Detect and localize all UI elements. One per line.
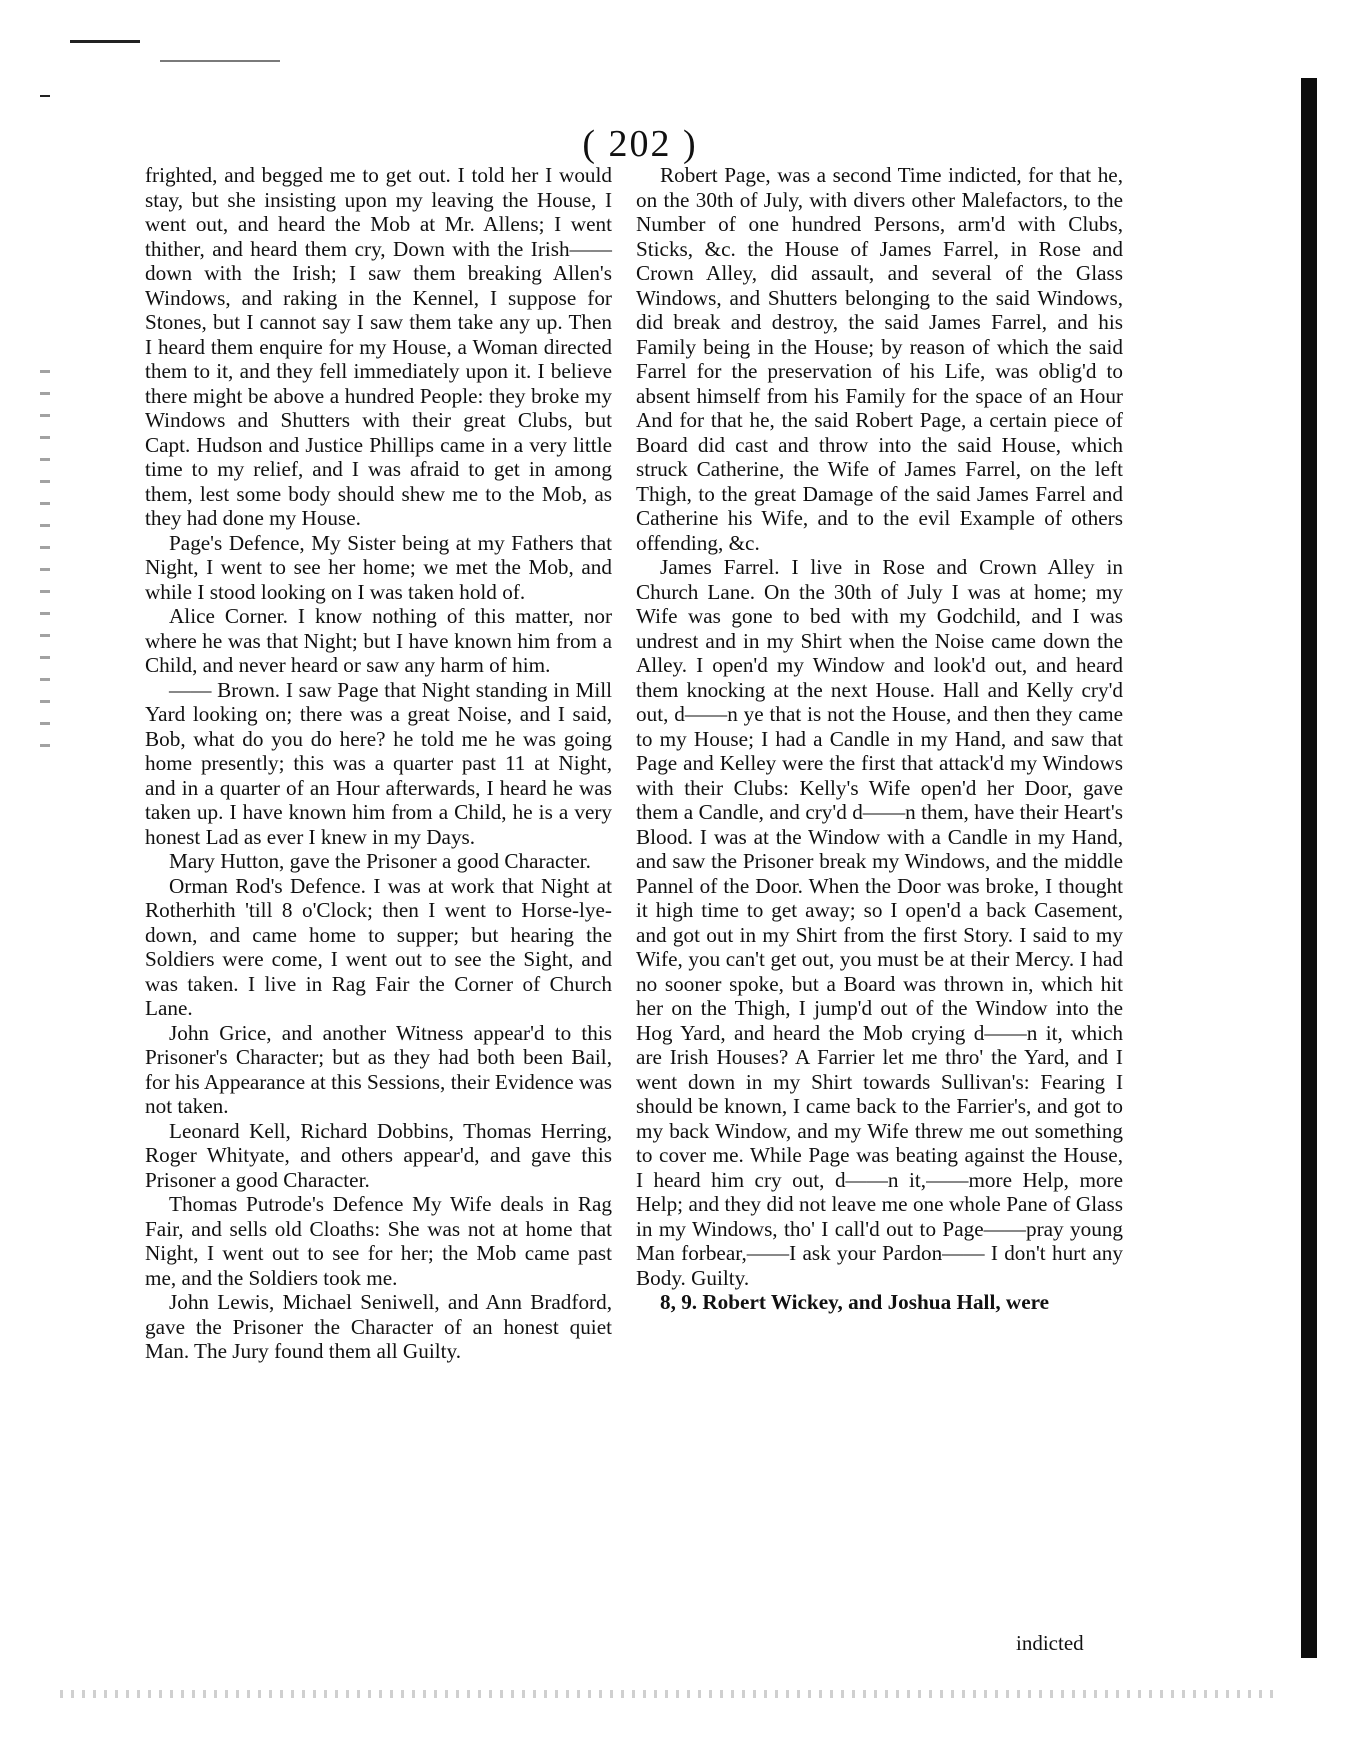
page-number: ( 202 ) <box>582 123 698 165</box>
paragraph: John Lewis, Michael Seniwell, and Ann Bradford, gave the Prisoner the Character of an honest quiet Man. The Jury found them all Guilty. <box>145 1290 612 1363</box>
scan-mark-left <box>40 95 50 97</box>
paragraph: James Farrel. I live in Rose and Crown Alley in Church Lane. On the 30th of July I was at home; my Wife was gone to bed with my Godchild, and I was undrest and in my Shirt when the Noise came down the Alley. I open'd my Window and look'd out, and heard them knocking at the next House. Hall and Kelly cry'd out, d——n ye that is not the House, and then they came to my House; I had a Candle in my Hand, and saw that Page and Kelley were the first that attack'd my Windows with their Clubs: Kelly's Wife open'd her Door, gave them a Candle, and cry'd d——n them, have their Heart's Blood. I was at the Window with a Candle in my Hand, and saw the Prisoner break my Windows, and the middle Pannel of the Door. When the Door was broke, I thought it high time to get away; so I open'd a back Casement, and got out in my Shirt from the first Story. I said to my Wife, you can't get out, you must be at their Mercy. I had no sooner spoke, but a Board was thrown in, which hit her on the Thigh, I jump'd out of the Window into the Hog Yard, and heard the Mob crying d——n it, which are Irish Houses? A Farrier let me thro' the Yard, and I went down in my Shirt towards Sullivan's: Fearing I should be known, I came back to the Farrier's, and got to my back Window, and my Wife threw me out something to cover me. While Page was beating against the House, I heard him cry out, d——n it,——more Help, more Help; and they did not leave me one whole Pane of Glass in my Windows, tho' I call'd out to Page——pray young Man forbear,——I ask your Pardon—— I don't hurt any Body. Guilty. <box>636 555 1123 1290</box>
paragraph: Orman Rod's Defence. I was at work that Night at Rotherhith 'till 8 o'Clock; then I went to Horse-lye-down, and came home to supper; but hearing the Soldiers were come, I went out to see the Sight, and was taken. I live in Rag Fair the Corner of Church Lane. <box>145 873 612 1020</box>
paragraph: Mary Hutton, gave the Prisoner a good Character. <box>169 849 591 873</box>
paragraph: —— Brown. I saw Page that Night standing in Mill Yard looking on; there was a great Noise, and I said, Bob, what do you do here? he told me he was going home presently; this was a quarter past 11 at Night, and in a quarter of an Hour afterwards, I heard he was taken up. I have known him from a Child, he is a very honest Lad as ever I knew in my Days. <box>145 677 612 849</box>
paragraph: Leonard Kell, Richard Dobbins, Thomas Herring, Roger Whityate, and others appear'd, and gave this Prisoner a good Character. <box>145 1118 612 1192</box>
scan-mark-top-2 <box>160 60 280 62</box>
bottom-edge-artifacts <box>60 1690 1280 1698</box>
left-column <box>145 163 612 1364</box>
catchword: indicted <box>1016 1631 1084 1655</box>
paragraph: frighted, and begged me to get out. I told her I would stay, but she insisting upon my leaving the House, I went out, and heard the Mob at Mr. Allens; I went thither, and heard them cry, Down with the Irish—— down with the Irish; I saw them breaking Allen's Windows, and raking in the Kennel, I suppose for Stones, but I cannot say I saw them take any up. Then I heard them enquire for my House, a Woman directed them to it, and they fell immediately upon it. I believe there might be above a hundred People: they broke my Windows and Shutters with their great Clubs, but Capt. Hudson and Justice Phillips came in a very little time to my relief, and I was afraid to get in among them, lest some body should shew me to the Mob, as they had done my House. <box>145 163 612 530</box>
paragraph: 8, 9. Robert Wickey, and Joshua Hall, were <box>660 1290 1050 1314</box>
scan-mark-top <box>70 40 140 43</box>
right-edge-shadow <box>1301 78 1317 1658</box>
paragraph: Alice Corner. I know nothing of this matter, nor where he was that Night; but I have known him from a Child, and never heard or saw any harm of him. <box>145 604 612 677</box>
paragraph: Robert Page, was a second Time indicted, for that he, on the 30th of July, with divers other Malefactors, to the Number of one hundred Persons, arm'd with Clubs, Sticks, &c. the House of James Farrel, in Rose and Crown Alley, did assault, and several of the Glass Windows, and Shutters belonging to the said Windows, did break and destroy, the said James Farrel, and his Family being in the House; by reason of which the said Farrel for the preservation of his Life, was oblig'd to absent himself from his Family for the space of an Hour And for that he, the said Robert Page, a certain piece of Board did cast and throw into the said House, which struck Catherine, the Wife of James Farrel, on the left Thigh, to the great Damage of the said James Farrel and Catherine his Wife, and to the evil Example of others offending, &c. <box>636 163 1123 555</box>
paragraph: Page's Defence, My Sister being at my Fathers that Night, I went to see her home; we met the Mob, and while I stood looking on I was taken hold of. <box>145 530 612 604</box>
paragraph: Thomas Putrode's Defence My Wife deals in Rag Fair, and sells old Cloaths: She was not at home that Night, I went out to see for her; the Mob came past me, and the Soldiers took me. <box>145 1192 612 1290</box>
right-column <box>636 163 1123 1315</box>
left-edge-artifacts <box>40 370 50 760</box>
paragraph: John Grice, and another Witness appear'd to this Prisoner's Character; but as they had both been Bail, for his Appearance at this Sessions, their Evidence was not taken. <box>145 1020 612 1118</box>
